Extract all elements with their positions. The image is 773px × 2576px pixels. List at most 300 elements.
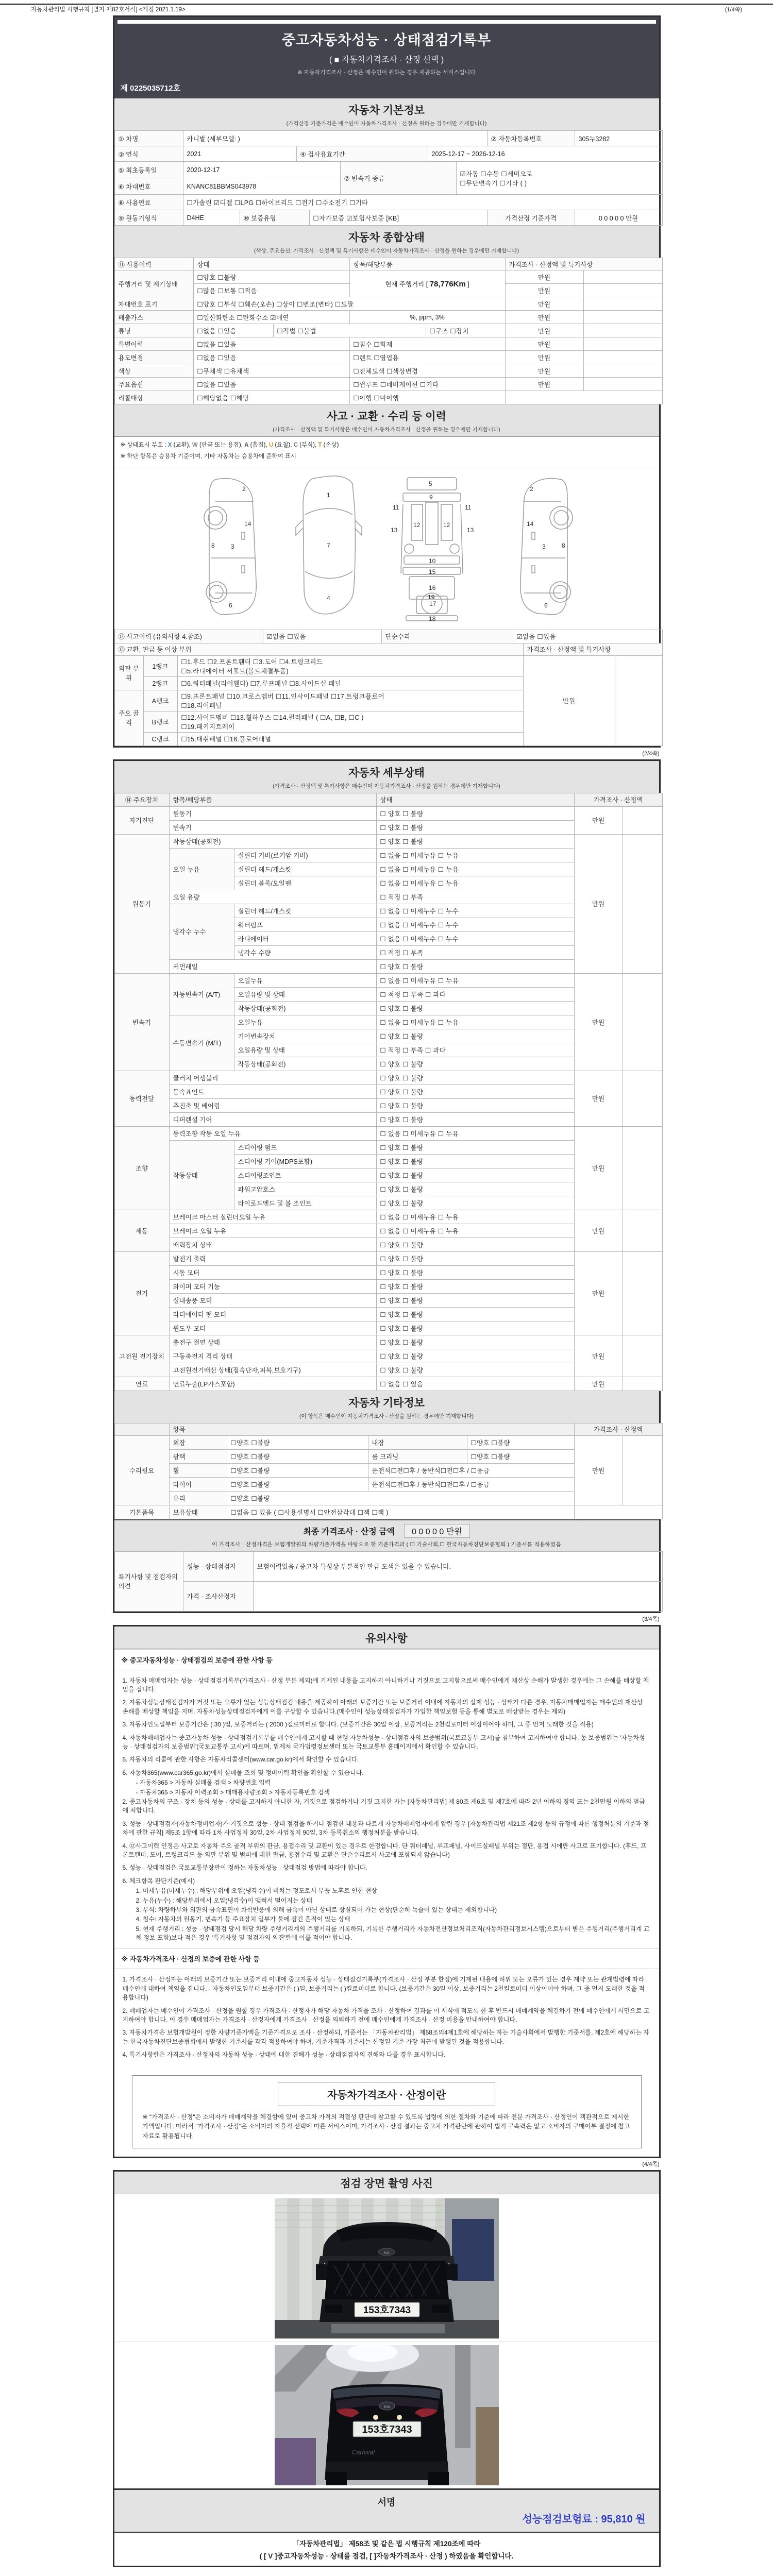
row-status[interactable]: ☐ 양호 ☐ 불량 <box>376 1098 574 1112</box>
notice-subitem: 2. 누유(누수) : 해당부위에서 오일(냉각수)이 맺혀서 떨어지는 상태 <box>136 1896 312 1904</box>
notice-item: 2. 매매업자는 매수인이 가격조사 · 산정을 원할 경우 가격조사 · 산정자가 해당 자동차 가격을 조사 · 산정하여 결과를 이 서식에 적도록 한 후 반드시 매매계약을 체결하기 전에 매수인에게 서면으로 고지하여야 합니다. 이 경우 매매업자는 가격조사 · 산정자에게 가격조사 · 산정을 의뢰하기 전에 매수인에게 가격조사 · 산정 비용을 안내하여야 합니다. <box>122 2007 650 2024</box>
polish-status[interactable]: ☐양호 ☐불량 <box>227 1449 368 1463</box>
diagram-number: 18 <box>428 615 435 622</box>
basic-title: 자동차 기본정보 <box>348 105 425 116</box>
row-status[interactable]: ☐ 없음 ☐ 미세누수 ☐ 누수 <box>376 931 574 945</box>
etc-col-price: 가격조사 · 산정액 <box>574 1423 662 1435</box>
group-electrical: 전기 <box>114 1251 169 1335</box>
etc-col-item: 항목 <box>169 1423 574 1435</box>
basic-subtitle: (가격산정 기준가격은 매수인이 자동차가격조사 · 산정을 원하는 경우에만 기재합니다) <box>286 121 487 127</box>
row-status[interactable]: ☐ 양호 ☐ 불량 <box>376 1279 574 1293</box>
notice-subitem: - 자동차365 > 자동차 이력조회 > 매매용차량조회 > 자동차등록번호 검색 <box>136 1788 330 1796</box>
price-survey-box <box>132 2075 642 2149</box>
diagram-number: 14 <box>526 520 533 528</box>
notice-subitem: 5. 현재 주행거리 : 성능 · 상태점검 당시 해당 차량 주행거리계의 주행거리를 기록하되, 기록한 주행거리가 자동차전산정보처리조직(자동차관리정보시스템)으로부터 받은 주행거리(주행거리계 교체 정보 포함)보다 적은 경우 '특기사항 및 점검자의 의견'란에 이를 적어야 합니다. <box>136 1925 650 1942</box>
diagram-number: 7 <box>326 541 330 549</box>
notice-item: 5. 성능 · 상태점검은 국토교통부장관이 정하는 자동차성능 · 상태점검 방법에 따라야 합니다. <box>122 1864 367 1872</box>
fuel-options[interactable]: ☐가솔린 ☑디젤 ☐LPG ☐하이브리드 ☐전기 ☐수소전기 ☐기타 <box>183 195 662 210</box>
diagram-number: 4 <box>326 594 330 602</box>
current-mileage: 현재 주행거리 [ 78,776Km ] <box>349 270 505 297</box>
inspection-insurance-fee: 성능점검보험료 : 95,810 원 <box>522 2514 646 2526</box>
transmission-options-line2[interactable]: ☐무단변속기 ☐기타 ( ) <box>460 179 527 187</box>
rank1-items[interactable]: ☐1.후드 ☐2.프론트휀더 ☐3.도어 ☐4.트렁크리드 ☐5.라디에이터 서포트(볼트체결부품) <box>177 655 523 676</box>
notice-title: 유의사항 <box>365 1632 408 1645</box>
cleaning-label: 룸 크리닝 <box>368 1449 467 1463</box>
top-rule <box>0 4 773 5</box>
row-label: 실린더 헤드/개스킷 <box>234 904 376 918</box>
row-status[interactable]: ☐ 양호 ☐ 불량 <box>376 1071 574 1084</box>
empty-cell <box>583 270 662 284</box>
notice-item: 3. 자동차인도일부터 보증기간은 ( 30 )일, 보증거리는 ( 2000 )킬로미터로 합니다. (보증기간은 30일 이상, 보증거리는 2천킬로미터 이상이어야 하며, 그 중 먼저 도래한 것을 적용) <box>122 1721 594 1728</box>
row-status[interactable]: ☐ 양호 ☐ 불량 <box>376 1140 574 1154</box>
overall-subtitle: (색상, 주요옵션, 가격조사 · 산정액 및 특기사항은 매수인이 자동차가격조사 · 산정을 원하는 경우에만 기재합니다) <box>254 248 519 254</box>
diagram-number: 9 <box>429 493 433 501</box>
row-status[interactable]: ☐ 양호 ☐ 불량 <box>376 1029 574 1043</box>
detail-subtitle: (가격조사 · 산정액 및 특기사항은 매수인이 자동차가격조사 · 산정을 원하는 경우에만 기재합니다) <box>273 783 500 789</box>
group-brake: 제동 <box>114 1210 169 1251</box>
row-status[interactable]: ☐ 없음 ☐ 미세누유 ☐ 누유 <box>376 876 574 890</box>
document-title: 중고자동차성능 · 상태점검기록부 <box>281 32 492 48</box>
empty-cell <box>623 1335 662 1377</box>
exterior-status[interactable]: ☐양호 ☐불량 <box>227 1435 368 1449</box>
row-status[interactable]: ☐ 양호 ☐ 불량 <box>376 1057 574 1071</box>
code-c: C <box>293 442 298 448</box>
row-label: 브레이크 오일 누유 <box>169 1224 376 1238</box>
row-label: 고전원전기배선 상태(접속단자,피복,보호기구) <box>169 1363 376 1377</box>
price-cell: 만원 <box>574 1251 623 1335</box>
final-price-label: 최종 가격조사 · 산정 금액 <box>303 1527 395 1536</box>
empty-cell <box>574 1505 662 1519</box>
signature-title: 서명 <box>377 2497 396 2508</box>
car-name-value: 카니발 (세부모델: ) <box>183 131 487 146</box>
confirm-line-1: 「자동차관리법」 제58조 및 같은 법 시행규칙 제120조에 따라 <box>292 2540 481 2548</box>
row-status[interactable]: ☐ 없음 ☐ 미세누유 ☐ 누유 <box>376 1126 574 1140</box>
price-survey-box-text: ※ "가격조사 · 산정"은 소비자가 매매계약을 체결함에 있어 중고차 가격의 적절성 판단에 참고할 수 있도록 법령에 의한 절차와 기준에 따라 전문 가격조사 · 산정인이 객관적으로 제시한 가액입니다. 따라서 "가격조사 · 산정"은 소비자의 자율적 선택에 따른 서비스이며, 가격조사 · 산정 결과는 중고차 가격판단에 관하여 법적 구속력은 없고 소비자의 구매여부 결정에 참고자료로 활용됩니다. <box>142 2113 630 2140</box>
notice-item: 4. ⑫사고이력 인정은 사고로 자동차 주요 골격 부위의 판금, 용접수리 및 교환이 있는 경우로 한정합니다. 단 쿼터패널, 루프패널, 사이드실패널 부위는 절단, 용접 시에만 사고로 표기합니다. (후드, 프론트펜더, 도어, 트렁크리드 등 외판 부위 및 범퍼에 대한 판금, 용접수리 및 교환은 단순수리로서 사고에 포함되지 않습니다) <box>122 1842 647 1858</box>
inspection-photo-front <box>275 2198 499 2338</box>
col-detail-price: 가격조사 · 산정액 <box>574 793 662 806</box>
row-status[interactable]: ☐ 양호 ☐ 불량 <box>376 820 574 834</box>
transmission-options[interactable] <box>456 162 662 195</box>
first-reg-label: ⑤ 최초등록일 <box>114 162 183 178</box>
row-status[interactable]: ☐ 없음 ☐ 있음 <box>376 1377 574 1391</box>
row-status[interactable]: ☐ 양호 ☐ 불량 <box>376 1168 574 1182</box>
main-option-item[interactable]: ☐썬루프 ☐네비게이션 ☐기타 <box>349 378 505 391</box>
tuning-label: 튜닝 <box>114 324 193 337</box>
accident-subtitle: (가격조사 · 산정액 및 특기사항은 매수인이 자동차가격조사 · 산정을 원하는 경우에만 기재합니다) <box>273 427 500 433</box>
special-history-item[interactable]: ☐침수 ☐화재 <box>349 337 505 351</box>
row-label: 변속기 <box>169 820 376 834</box>
special-history-label: 특별이력 <box>114 337 193 351</box>
section-notice <box>114 1626 659 1649</box>
empty-cell <box>623 973 662 1071</box>
mileage-status-1[interactable]: ☐양호 ☐불량 <box>193 270 349 284</box>
row-status[interactable]: ☐ 양호 ☐ 불량 <box>376 1001 574 1015</box>
empty-cell <box>583 297 662 311</box>
inspection-period-label: ④ 검사유효기간 <box>296 146 428 162</box>
empty-cell <box>623 1126 662 1210</box>
row-status[interactable]: ☐ 양호 ☐ 불량 <box>376 1182 574 1196</box>
row-label: 커먼레일 <box>169 959 376 973</box>
row-label: 와이퍼 모터 기능 <box>169 1279 376 1293</box>
recall-item[interactable]: ☐이행 ☐미이행 <box>349 391 505 404</box>
row-status[interactable]: ☐ 양호 ☐ 불량 <box>376 834 574 848</box>
row-label: 오일누유 <box>234 1015 376 1029</box>
row-status[interactable]: ☐ 양호 ☐ 불량 <box>376 1321 574 1335</box>
row-label: 기어변속장치 <box>234 1029 376 1043</box>
rank2-items[interactable]: ☐6.쿼터패널(리어휀다) ☐7.루프패널 ☐8.사이드실 패널 <box>177 676 523 690</box>
year-label: ③ 연식 <box>114 146 183 162</box>
row-label: 실린더 헤드/개스킷 <box>234 862 376 876</box>
row-label: 작동상태(공회전) <box>234 1057 376 1071</box>
photo-area <box>114 2194 659 2488</box>
inspection-period-value: 2025-12-17 ~ 2026-12-16 <box>428 146 662 162</box>
confirm-line-2: ( [ V ]중고자동차성능 · 상태를 점검, [ ]자동차가격조사 · 산정 ) 하였음을 확인합니다. <box>259 2552 514 2560</box>
row-status[interactable]: ☐ 양호 ☐ 불량 <box>376 1251 574 1265</box>
notice-subitem: 1. 미세누유(미세누수) : 해당부위에 오일(냉각수)이 비치는 정도로서 부품 노후로 인한 현상 <box>136 1887 377 1895</box>
row-label: 오일유량 및 상태 <box>234 1043 376 1057</box>
row-status[interactable]: ☐ 양호 ☐ 불량 <box>376 1238 574 1251</box>
diagram-number: 14 <box>244 520 251 528</box>
row-label: 클러치 어셈블리 <box>169 1071 376 1084</box>
emission-values: %, ppm, 3% <box>349 311 505 324</box>
simple-repair-label: 단순수리 <box>381 630 513 643</box>
reg-no-label: ② 자동차등록번호 <box>487 131 575 146</box>
notice-item: 3. 성능 · 상태점검자(자동차정비업자)가 거짓으로 성능 · 상태 점검을 하거나 점검한 내용과 다르게 자동차매매업자에게 알린 경우 [자동차관리법 제21조 제2항 등의 규정에 따른 행정처분의 기준과 절차에 관한 규칙] 제5조 1항에 따라 1차 사업정지 30일, 2차 사업정지 90일, 3차 등록취소의 행정처분을 받습니다. <box>122 1820 649 1837</box>
tire-detail[interactable]: 운전석☐전☐후 / 동반석☐전☐후 / ☐응급 <box>368 1477 574 1491</box>
price-cell: 만원 <box>505 284 583 297</box>
notice-item: 1. 가격조사 · 산정자는 아래의 보증기간 또는 보증거리 이내에 중고자동차 성능 · 상태점검기록부(가격조사 · 산정 부분 한정)에 기재된 내용에 허위 또는 오류가 있는 경우 계약 또는 관계법령에 따라 매수인에 대하여 책임을 집니다. · 자동차인도일부터 보증기간은 ( )일, 보증거리는 ( )킬로미터로 합니다. (보증기간은 30일 이상, 보증거리는 2천킬로미터 이상이어야 하며, 그 중 먼저 도래한 것을 적용합니다) <box>122 1976 645 2002</box>
row-label: 오일 유량 <box>169 890 376 904</box>
interior-status[interactable]: ☐양호 ☐불량 <box>467 1435 574 1449</box>
group-high-voltage: 고전원 전기장치 <box>114 1335 169 1377</box>
row-label: 스티어링 펌프 <box>234 1140 376 1154</box>
price-cell: 만원 <box>574 1335 623 1377</box>
mileage-value: 78,776Km <box>429 279 466 289</box>
notice-body-2 <box>114 1969 659 2069</box>
exchange-price-header: 가격조사 · 산정액 및 특기사항 <box>523 643 662 655</box>
etc-corner-cell <box>114 1423 169 1435</box>
document-number: 제 0225035712호 <box>120 84 181 93</box>
rankA-items[interactable]: ☐9.프론트패널 ☐10.크로스멤버 ☐11.인사이드패널 ☐17.트렁크플로어 ☐18.리어패널 <box>177 690 523 711</box>
emission-status[interactable]: ☐일산화탄소 ☐탄화수소 ☑매연 <box>193 311 349 324</box>
exterior-label: 외장 <box>169 1435 227 1449</box>
vin-value: KNANC81BBMS043978 <box>183 178 340 195</box>
empty-cell <box>583 351 662 364</box>
row-status[interactable]: ☐ 적정 ☐ 부족 ☐ 과다 <box>376 1043 574 1057</box>
page-3 <box>113 1625 661 2159</box>
row-status[interactable]: ☐ 양호 ☐ 불량 <box>376 1265 574 1279</box>
sub-at: 자동변속기 (A/T) <box>169 973 234 1015</box>
row-status[interactable]: ☐ 없음 ☐ 미세누유 ☐ 누유 <box>376 973 574 987</box>
engine-type-label: ⑨ 원동기형식 <box>114 210 183 226</box>
col-main-device: ⑭ 주요장치 <box>114 793 169 806</box>
row-status[interactable]: ☐ 적정 ☐ 부족 <box>376 945 574 959</box>
photos-title: 점검 장면 촬영 사진 <box>340 2178 433 2190</box>
transmission-label: ⑦ 변속기 종류 <box>340 162 456 195</box>
special-history-status[interactable]: ☐없음 ☐있음 <box>193 337 349 351</box>
warranty-label: ⑩ 보증유형 <box>240 210 309 226</box>
group-transmission: 변속기 <box>114 973 169 1071</box>
wheel-status[interactable]: ☐양호 ☐불량 <box>227 1463 368 1477</box>
row-status[interactable]: ☐ 양호 ☐ 불량 <box>376 1349 574 1363</box>
row-label: 스티어링 기어(MDPS포함) <box>234 1154 376 1168</box>
row-label: 파워고압호스 <box>234 1182 376 1196</box>
row-label: 추진축 및 베어링 <box>169 1098 376 1112</box>
confirmation-text <box>114 2533 659 2565</box>
holding-status[interactable]: ☐없음 ☐ 있음 ( ☐사용설명서 ☐안전삼각대 ☐잭 ☐잭 ) <box>227 1505 574 1519</box>
row-label: 동력조향 작동 오일 누유 <box>169 1126 376 1140</box>
document-header <box>114 17 659 98</box>
row-label: 발전기 출력 <box>169 1251 376 1265</box>
group-steering: 조향 <box>114 1126 169 1210</box>
col-status: 상태 <box>193 258 349 270</box>
tuning-kind[interactable]: ☐구조 ☐장치 <box>426 324 505 337</box>
row-label: 충전구 절연 상태 <box>169 1335 376 1349</box>
row-status[interactable]: ☐ 양호 ☐ 불량 <box>376 1293 574 1307</box>
group-repair-needed: 수리필요 <box>114 1435 169 1505</box>
brand-logo: KIA <box>383 2405 390 2410</box>
notice-item: 2. 자동차성능상태점검자가 거짓 또는 오류가 있는 성능상태점검 내용을 제공하여 아래의 보증기간 또는 보증거리 이내에 자동차의 실제 성능 · 상태가 다른 경우, 자동차매매업자는 매수인의 재산상 손해를 배상할 책임을 지며, 자동차성능상태점검자에게 이를 구상할 수 있습니다.(매수인이 성능상태점검자가 가입한 책임보험 등을 통해 별도로 배상받는 경우는 제외) <box>122 1699 643 1715</box>
emission-label: 배출가스 <box>114 311 193 324</box>
car-damage-diagram <box>114 467 659 630</box>
row-status[interactable]: ☐ 양호 ☐ 불량 <box>376 1196 574 1210</box>
row-label: 오일누유 <box>234 973 376 987</box>
empty-cell <box>583 364 662 378</box>
appraiser-label: 가격 · 조사산정자 <box>183 1581 253 1611</box>
first-reg-value: 2020-12-17 <box>183 162 340 178</box>
header-white-strip <box>117 20 656 24</box>
group-engine: 원동기 <box>114 834 169 973</box>
mileage-label: 주행거리 및 계기상태 <box>114 270 193 297</box>
diagram-number: 3 <box>230 543 234 550</box>
row-status[interactable]: ☐ 적정 ☐ 부족 <box>376 890 574 904</box>
usage-change-status[interactable]: ☐없음 ☐있음 <box>193 351 349 364</box>
main-frame-label: 주요 골격 <box>114 690 143 745</box>
diagram-number: 8 <box>561 541 565 549</box>
row-label: 원동기 <box>169 806 376 820</box>
row-status[interactable]: ☐ 양호 ☐ 불량 <box>376 1363 574 1377</box>
color-label: 색상 <box>114 364 193 378</box>
diagram-number: 15 <box>428 568 435 575</box>
diagram-number: 3 <box>542 543 546 550</box>
transmission-options-line1[interactable]: ☑자동 ☐수동 ☐세미오토 <box>460 170 533 178</box>
row-status[interactable]: ☐ 양호 ☐ 불량 <box>376 1112 574 1126</box>
empty-cell <box>623 1435 662 1505</box>
row-label: 브레이크 마스터 실린더오일 누유 <box>169 1210 376 1224</box>
wheel-label: 휠 <box>169 1463 227 1477</box>
page-marker-3: (3/4쪽) <box>642 1616 660 1622</box>
section-basic-info <box>114 98 659 131</box>
page-4 <box>113 2170 661 2567</box>
notice-item: 3. 자동차가격은 보험개발원이 정한 차량기준가액을 기준가격으로 조사 · 산정하되, 기준서는 「자동차관리법」 제58조의4제1호에 해당하는 자는 기술사회에서 발행한 기준서를, 제2호에 해당하는 자는 한국자동차진단보증협회에서 발행한 기준서를 각각 적용하여야 하며, 기준가격과 기준서는 산정일 기준 가장 최근에 발행된 것을 적용합니다. <box>122 2029 649 2045</box>
rank2-label: 2랭크 <box>143 676 177 690</box>
page-marker-4: (4/4쪽) <box>642 2161 660 2168</box>
group-powertrain: 동력전달 <box>114 1071 169 1126</box>
interior-label: 내장 <box>368 1435 467 1449</box>
row-status[interactable]: ☐ 양호 ☐ 불량 <box>376 1154 574 1168</box>
recall-status[interactable]: ☐해당없음 ☐해당 <box>193 391 349 404</box>
empty-cell <box>583 284 662 297</box>
price-cell: 만원 <box>505 270 583 284</box>
rankA-label: A랭크 <box>143 690 177 711</box>
price-cell: 만원 <box>505 351 583 364</box>
page-marker-2: (2/4쪽) <box>642 750 660 757</box>
opinion-label: 특기사항 및 점검자의 의견 <box>114 1551 183 1611</box>
form-ref: 자동차관리법 시행규칙 [별지 제82호서식] <개정 2021.1.19> <box>31 7 186 13</box>
diagram-number: 2 <box>242 485 246 493</box>
sub-operation: 작동상태 <box>169 1140 234 1210</box>
col-detail-item: 항목/해당부품 <box>169 793 376 806</box>
notice-item: 1. 자동차 매매업자는 성능 · 상태점검기록부(가격조사 · 산정 부분 제외)에 기재된 내용을 고지하지 아니하거나 거짓으로 고지함으로써 매수인에게 재산상 손해가 발생한 경우에는 그 손해를 배상할 책임을 집니다. <box>122 1676 649 1693</box>
base-price-label: 가격산정 기준가격 <box>487 210 575 226</box>
color-item[interactable]: ☐전체도색 ☐색상변경 <box>349 364 505 378</box>
main-option-label: 주요옵션 <box>114 378 193 391</box>
detail-title: 자동차 세부상태 <box>348 767 425 779</box>
diagram-number: 12 <box>413 521 420 529</box>
final-price-value: 0 0 0 0 0 만원 <box>404 1524 470 1538</box>
rankB-items[interactable]: ☐12.사이드멤버 ☐13.휠하우스 ☐14.필러패널 ( ☐A, ☐B, ☐C ) ☐19.패키지트레이 <box>177 711 523 732</box>
row-status[interactable]: ☐ 없음 ☐ 미세누유 ☐ 누유 <box>376 862 574 876</box>
price-cell: 만원 <box>574 1377 623 1391</box>
accident-title: 사고 · 교환 · 수리 등 이력 <box>327 411 446 422</box>
code-w: W <box>192 442 198 448</box>
warranty-options[interactable]: ☐자가보증 ☑보험사보증 [KB] <box>309 210 487 226</box>
sub-coolant-leak: 냉각수 누수 <box>169 904 234 959</box>
row-status[interactable]: ☐ 양호 ☐ 불량 <box>376 1307 574 1321</box>
vin-label: ⑥ 차대번호 <box>114 178 183 195</box>
glass-label: 유리 <box>169 1491 227 1505</box>
accident-history-status[interactable]: ☑없음 ☐있음 <box>263 630 381 643</box>
row-status[interactable]: ☐ 양호 ☐ 불량 <box>376 959 574 973</box>
car-name-label: ① 차명 <box>114 131 183 146</box>
price-cell: 만원 <box>574 806 623 834</box>
row-status[interactable]: ☐ 양호 ☐ 불량 <box>376 1084 574 1098</box>
section-overall-state <box>114 226 659 258</box>
notice-item: 4. 자동차매매업자는 중고자동차 성능 · 상태점검기록부를 매수인에게 고지할 때 현행 자동차성능 · 상태점검자의 보증범위(국토교통부 고시)를 첨부하여 고지하여야 합니다. 동 보증범위는 '자동차성능 · 상태점검자의 보증범위'(국토교통부 고시)에 따르며, 법제처 국가법령정보센터 또는 국토교통부 홈페이지에서 확인할 수 있습니다. <box>122 1734 645 1751</box>
inspector-label: 성능 · 상태점검자 <box>183 1551 253 1581</box>
tuning-status[interactable]: ☐없음 ☐있음 <box>193 324 273 337</box>
main-option-status[interactable]: ☐없음 ☐있음 <box>193 378 349 391</box>
sub-oil-leak: 오일 누유 <box>169 848 234 890</box>
row-label: 오일유량 및 상태 <box>234 987 376 1001</box>
mileage-status-2[interactable]: ☐많음 ☐보통 ☐적음 <box>193 284 349 297</box>
rank1-label: 1랭크 <box>143 655 177 676</box>
row-status[interactable]: ☐ 없음 ☐ 미세누유 ☐ 누유 <box>376 1210 574 1224</box>
notice-subitem: 3. 부식: 차량하부와 외판의 금속표면이 화학반응에 의해 금속이 아닌 상태로 상실되어 가는 현상(단순히 녹슬어 있는 상태는 제외합니다) <box>136 1906 497 1913</box>
reg-no-value: 305누3282 <box>575 131 662 146</box>
price-cell: 만원 <box>574 1435 623 1505</box>
row-label: 실린더 커버(로커암 커버) <box>234 848 376 862</box>
row-status[interactable]: ☐ 없음 ☐ 미세누수 ☐ 누수 <box>376 918 574 931</box>
row-label: 등속죠인트 <box>169 1084 376 1098</box>
row-status[interactable]: ☐ 양호 ☐ 불량 <box>376 1335 574 1349</box>
row-label: 타이로드엔드 및 볼 조인트 <box>234 1196 376 1210</box>
price-cell: 만원 <box>574 1071 623 1126</box>
simple-repair-status[interactable]: ☑없음 ☐있음 <box>513 630 662 643</box>
final-price-band <box>114 1519 659 1552</box>
notice-body-1 <box>114 1670 659 1948</box>
row-status[interactable]: ☐ 없음 ☐ 미세누유 ☐ 누유 <box>376 848 574 862</box>
document-note: ※ 자동차가격조사 · 산정은 매수인이 원하는 경우 제공하는 서비스입니다 <box>297 70 476 76</box>
accident-history-label: ⑫ 사고이력 (유의사항 4.참조) <box>114 630 263 643</box>
page-marker-1: (1/4쪽) <box>725 7 742 13</box>
final-price-note: 이 가격조사 · 산정가격은 보험개발원의 차량기준가액을 바탕으로 한 기준가격과 ( ☐ 기술사회,☐ 한국자동차진단보증협회 ) 기준서를 적용하였음 <box>212 1541 561 1548</box>
row-label: 실내송풍 모터 <box>169 1293 376 1307</box>
row-status[interactable]: ☐ 적정 ☐ 부족 ☐ 과다 <box>376 987 574 1001</box>
outer-panel-label: 외판 부위 <box>114 655 143 690</box>
section-photos <box>114 2172 659 2194</box>
row-label: 윈도우 모터 <box>169 1321 376 1335</box>
row-label: 냉각수 수량 <box>234 945 376 959</box>
notice-item: 5. 자동차의 리콜에 관한 사항은 자동차리콜센터(www.car.go.kr)에서 확인할 수 있습니다. <box>122 1756 359 1764</box>
usage-change-item[interactable]: ☐렌트 ☐영업용 <box>349 351 505 364</box>
page-2 <box>113 759 661 1613</box>
price-cell: 만원 <box>505 324 583 337</box>
license-plate-front: 153호7343 <box>363 2305 411 2316</box>
tire-status[interactable]: ☐양호 ☐불량 <box>227 1477 368 1491</box>
empty-cell <box>623 1071 662 1126</box>
sub-mt: 수동변속기 (M/T) <box>169 1015 234 1071</box>
tuning-legal[interactable]: ☐적법 ☐불법 <box>273 324 426 337</box>
exchange-header: ⑬ 교환, 판금 등 이상 부위 <box>114 643 523 655</box>
col-item: 항목/해당부품 <box>349 258 505 270</box>
empty-cell <box>623 834 662 973</box>
code-t: T <box>318 442 322 448</box>
notice-heading-2: ※ 자동차가격조사 · 산정의 보증에 관한 사항 등 <box>114 1948 659 1969</box>
group-self-diagnosis: 자기진단 <box>114 806 169 834</box>
row-status[interactable]: ☐ 없음 ☐ 미세누유 ☐ 누유 <box>376 1224 574 1238</box>
price-cell: 만원 <box>574 1126 623 1210</box>
row-status[interactable]: ☐ 양호 ☐ 불량 <box>376 806 574 820</box>
empty-cell <box>583 378 662 391</box>
empty-cell <box>623 1251 662 1335</box>
notice-item: 4. 특기사항란은 가격조사 · 산정자의 자동차 성능 · 상태에 대한 견해가 성능 · 상태점검자의 견해와 다를 경우 표시합니다. <box>122 2051 446 2059</box>
diagram-number: 5 <box>428 480 432 487</box>
cleaning-status[interactable]: ☐양호 ☐불량 <box>467 1449 574 1463</box>
year-value: 2021 <box>183 146 296 162</box>
diagram-number: 11 <box>392 503 399 511</box>
diagram-number: 16 <box>428 584 435 591</box>
engine-type-value: D4HE <box>183 210 240 226</box>
document-subtitle: ( ■ 자동차가격조사 · 산정 선택 ) <box>329 56 444 64</box>
row-label: 스티어링조인트 <box>234 1168 376 1182</box>
rankC-items[interactable]: ☐15.대쉬패널 ☐16.플로어패널 <box>177 732 523 745</box>
row-label: 작동상태(공회전) <box>234 1001 376 1015</box>
price-cell: 만원 <box>505 311 583 324</box>
wheel-detail[interactable]: 운전석☐전☐후 / 동반석☐전☐후 / ☐응급 <box>368 1463 574 1477</box>
empty-cell <box>615 655 662 745</box>
inspector-opinion: 보험이력있음 / 중고차 특성상 부분적인 판금 도색은 있을 수 있습니다. <box>253 1551 662 1581</box>
signature-band <box>114 2488 659 2533</box>
model-script: Carnival <box>351 2449 375 2456</box>
rankB-label: B랭크 <box>143 711 177 732</box>
price-cell: 만원 <box>574 1210 623 1251</box>
diagram-number: 10 <box>428 557 435 565</box>
row-status[interactable]: ☐ 없음 ☐ 미세누유 ☐ 누유 <box>376 1015 574 1029</box>
diagram-number: 11 <box>464 503 471 511</box>
color-status[interactable]: ☐무채색 ☐유채색 <box>193 364 349 378</box>
code-a: A <box>244 442 249 448</box>
notice-subitem: 4. 침수: 자동차의 원동기, 변속기 등 주요장치 일부가 물에 잠긴 흔적이 있는 상태 <box>136 1916 350 1923</box>
row-label: 워터펌프 <box>234 918 376 931</box>
vin-mark-status[interactable]: ☐양호 ☐부식 ☐훼손(오손) ☐상이 ☐변조(변타) ☐도말 <box>193 297 505 311</box>
overall-title: 자동차 종합상태 <box>348 232 425 244</box>
appraiser-opinion <box>253 1581 662 1611</box>
price-survey-box-title: 자동차가격조사 · 산정이란 <box>278 2082 495 2106</box>
row-status[interactable]: ☐ 없음 ☐ 미세누수 ☐ 누수 <box>376 904 574 918</box>
glass-status[interactable]: ☐양호 ☐불량 <box>227 1491 574 1505</box>
